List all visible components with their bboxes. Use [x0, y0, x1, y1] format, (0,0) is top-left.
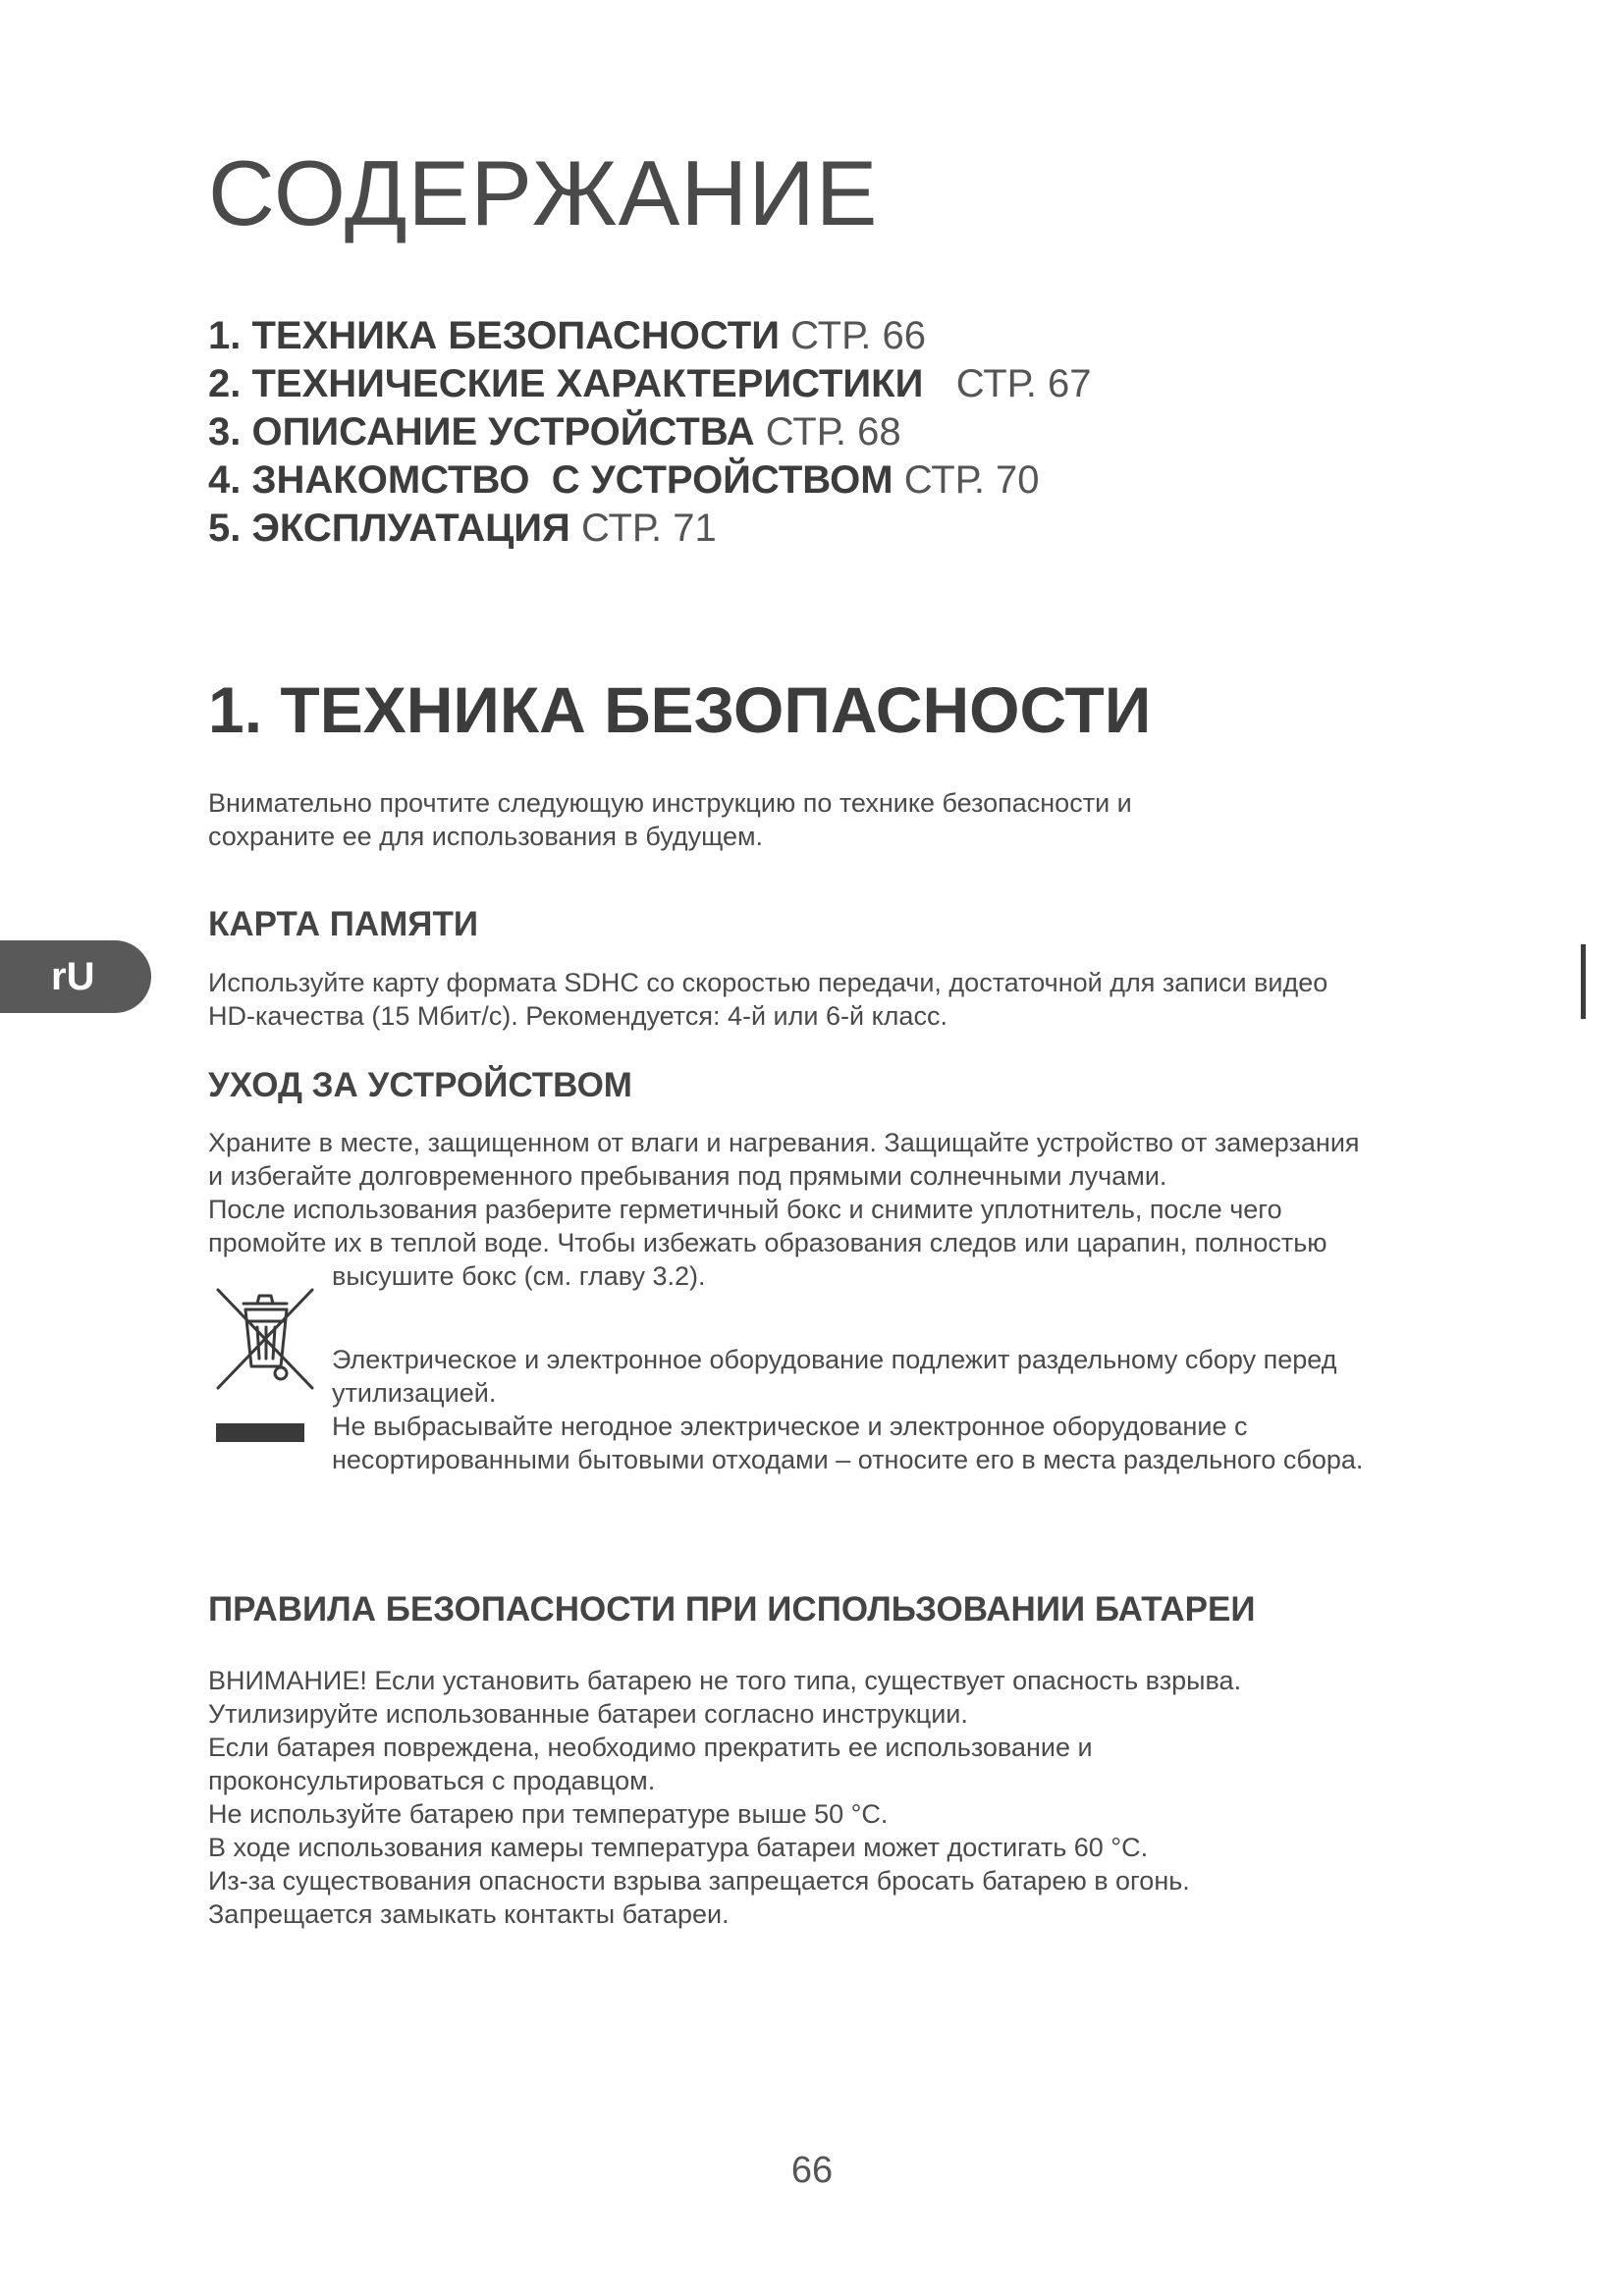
- text-line: Используйте карту формата SDHC со скоростью передачи, достаточной для записи видео: [208, 968, 1328, 997]
- toc-item-title: 3. ОПИСАНИЕ УСТРОЙСТВА: [208, 410, 755, 454]
- toc-item: [208, 505, 1092, 553]
- text-line: Запрещается замыкать контакты батареи.: [208, 1899, 730, 1929]
- text-line: HD-качества (15 Мбит/с). Рекомендуется: 4-й или 6-й класс.: [208, 1001, 947, 1031]
- battery-text: [208, 1664, 1241, 1931]
- text-line: Утилизируйте использованные батареи согласно инструкции.: [208, 1699, 968, 1729]
- text-line: ВНИМАНИЕ! Если установить батарею не того типа, существует опасность взрыва.: [208, 1666, 1242, 1695]
- page-number: 66: [790, 2150, 834, 2191]
- toc-item-title: 1. ТЕХНИКА БЕЗОПАСНОСТИ: [208, 314, 780, 357]
- toc-item-page: СТР. 67: [955, 362, 1092, 405]
- weee-text: [332, 1343, 1363, 1476]
- toc-item-title: 5. ЭКСПЛУАТАЦИЯ: [208, 507, 570, 550]
- section-title: 1. ТЕХНИКА БЕЗОПАСНОСТИ: [208, 673, 1152, 746]
- text-line: После использования разберите герметичный бокс и снимите уплотнитель, после чего: [208, 1195, 1282, 1224]
- toc-item-title: 4. ЗНАКОМСТВО С УСТРОЙСТВОМ: [208, 458, 893, 502]
- text-line: проконсультироваться с продавцом.: [208, 1766, 656, 1795]
- text-line: Храните в месте, защищенном от влаги и нагревания. Защищайте устройство от замерзания: [208, 1128, 1360, 1157]
- toc-item: [208, 456, 1092, 505]
- toc-item-page: СТР. 70: [903, 458, 1040, 502]
- toc-item: [208, 408, 1092, 456]
- care-heading: УХОД ЗА УСТРОЙСТВОМ: [208, 1066, 632, 1104]
- text-line: Внимательно прочтите следующую инструкцию по технике безопасности и: [208, 788, 1132, 818]
- text-line: Не используйте батарею при температуре выше 50 °С.: [208, 1799, 889, 1829]
- text-line: В ходе использования камеры температура батареи может достигать 60 °С.: [208, 1833, 1149, 1862]
- side-marker: [1581, 944, 1586, 1019]
- text-line: несортированными бытовыми отходами – относите его в места раздельного сбора.: [332, 1445, 1364, 1474]
- weee-marking-bar: [216, 1423, 304, 1442]
- toc-item: [208, 360, 1092, 408]
- battery-heading: ПРАВИЛА БЕЗОПАСНОСТИ ПРИ ИСПОЛЬЗОВАНИИ БАТАРЕИ: [208, 1590, 1256, 1629]
- memory-card-text: [208, 966, 1327, 1033]
- crossed-out-wheelie-bin-icon: [208, 1282, 322, 1396]
- text-line: Электрическое и электронное оборудование подлежит раздельному сбору перед: [332, 1345, 1337, 1374]
- text-line: промойте их в теплой воде. Чтобы избежать образования следов или царапин, полностью: [208, 1228, 1327, 1257]
- text-line: Если батарея повреждена, необходимо прекратить ее использование и: [208, 1733, 1093, 1762]
- text-line: сохраните ее для использования в будущем.: [208, 822, 764, 851]
- memory-card-heading: КАРТА ПАМЯТИ: [208, 905, 478, 943]
- text-line: и избегайте долговременного пребывания под прямыми солнечными лучами.: [208, 1161, 1167, 1191]
- text-line: Из-за существования опасности взрыва запрещается бросать батарею в огонь.: [208, 1866, 1190, 1896]
- section-intro: [208, 786, 1132, 853]
- text-line: утилизацией.: [332, 1378, 497, 1408]
- text-line: Не выбрасывайте негодное электрическое и электронное оборудование с: [332, 1412, 1248, 1441]
- language-tab: rU: [0, 940, 151, 1013]
- toc-item-page: СТР. 71: [580, 507, 717, 550]
- table-of-contents: [208, 312, 1092, 553]
- care-text: [208, 1126, 1360, 1293]
- toc-item-page: СТР. 66: [790, 314, 926, 357]
- contents-title: СОДЕРЖАНИЕ: [208, 141, 879, 244]
- text-line: высушите бокс (см. главу 3.2).: [332, 1261, 706, 1291]
- toc-item-title: 2. ТЕХНИЧЕСКИЕ ХАРАКТЕРИСТИКИ: [208, 362, 924, 405]
- toc-item-page: СТР. 68: [765, 410, 901, 454]
- toc-item: [208, 312, 1092, 360]
